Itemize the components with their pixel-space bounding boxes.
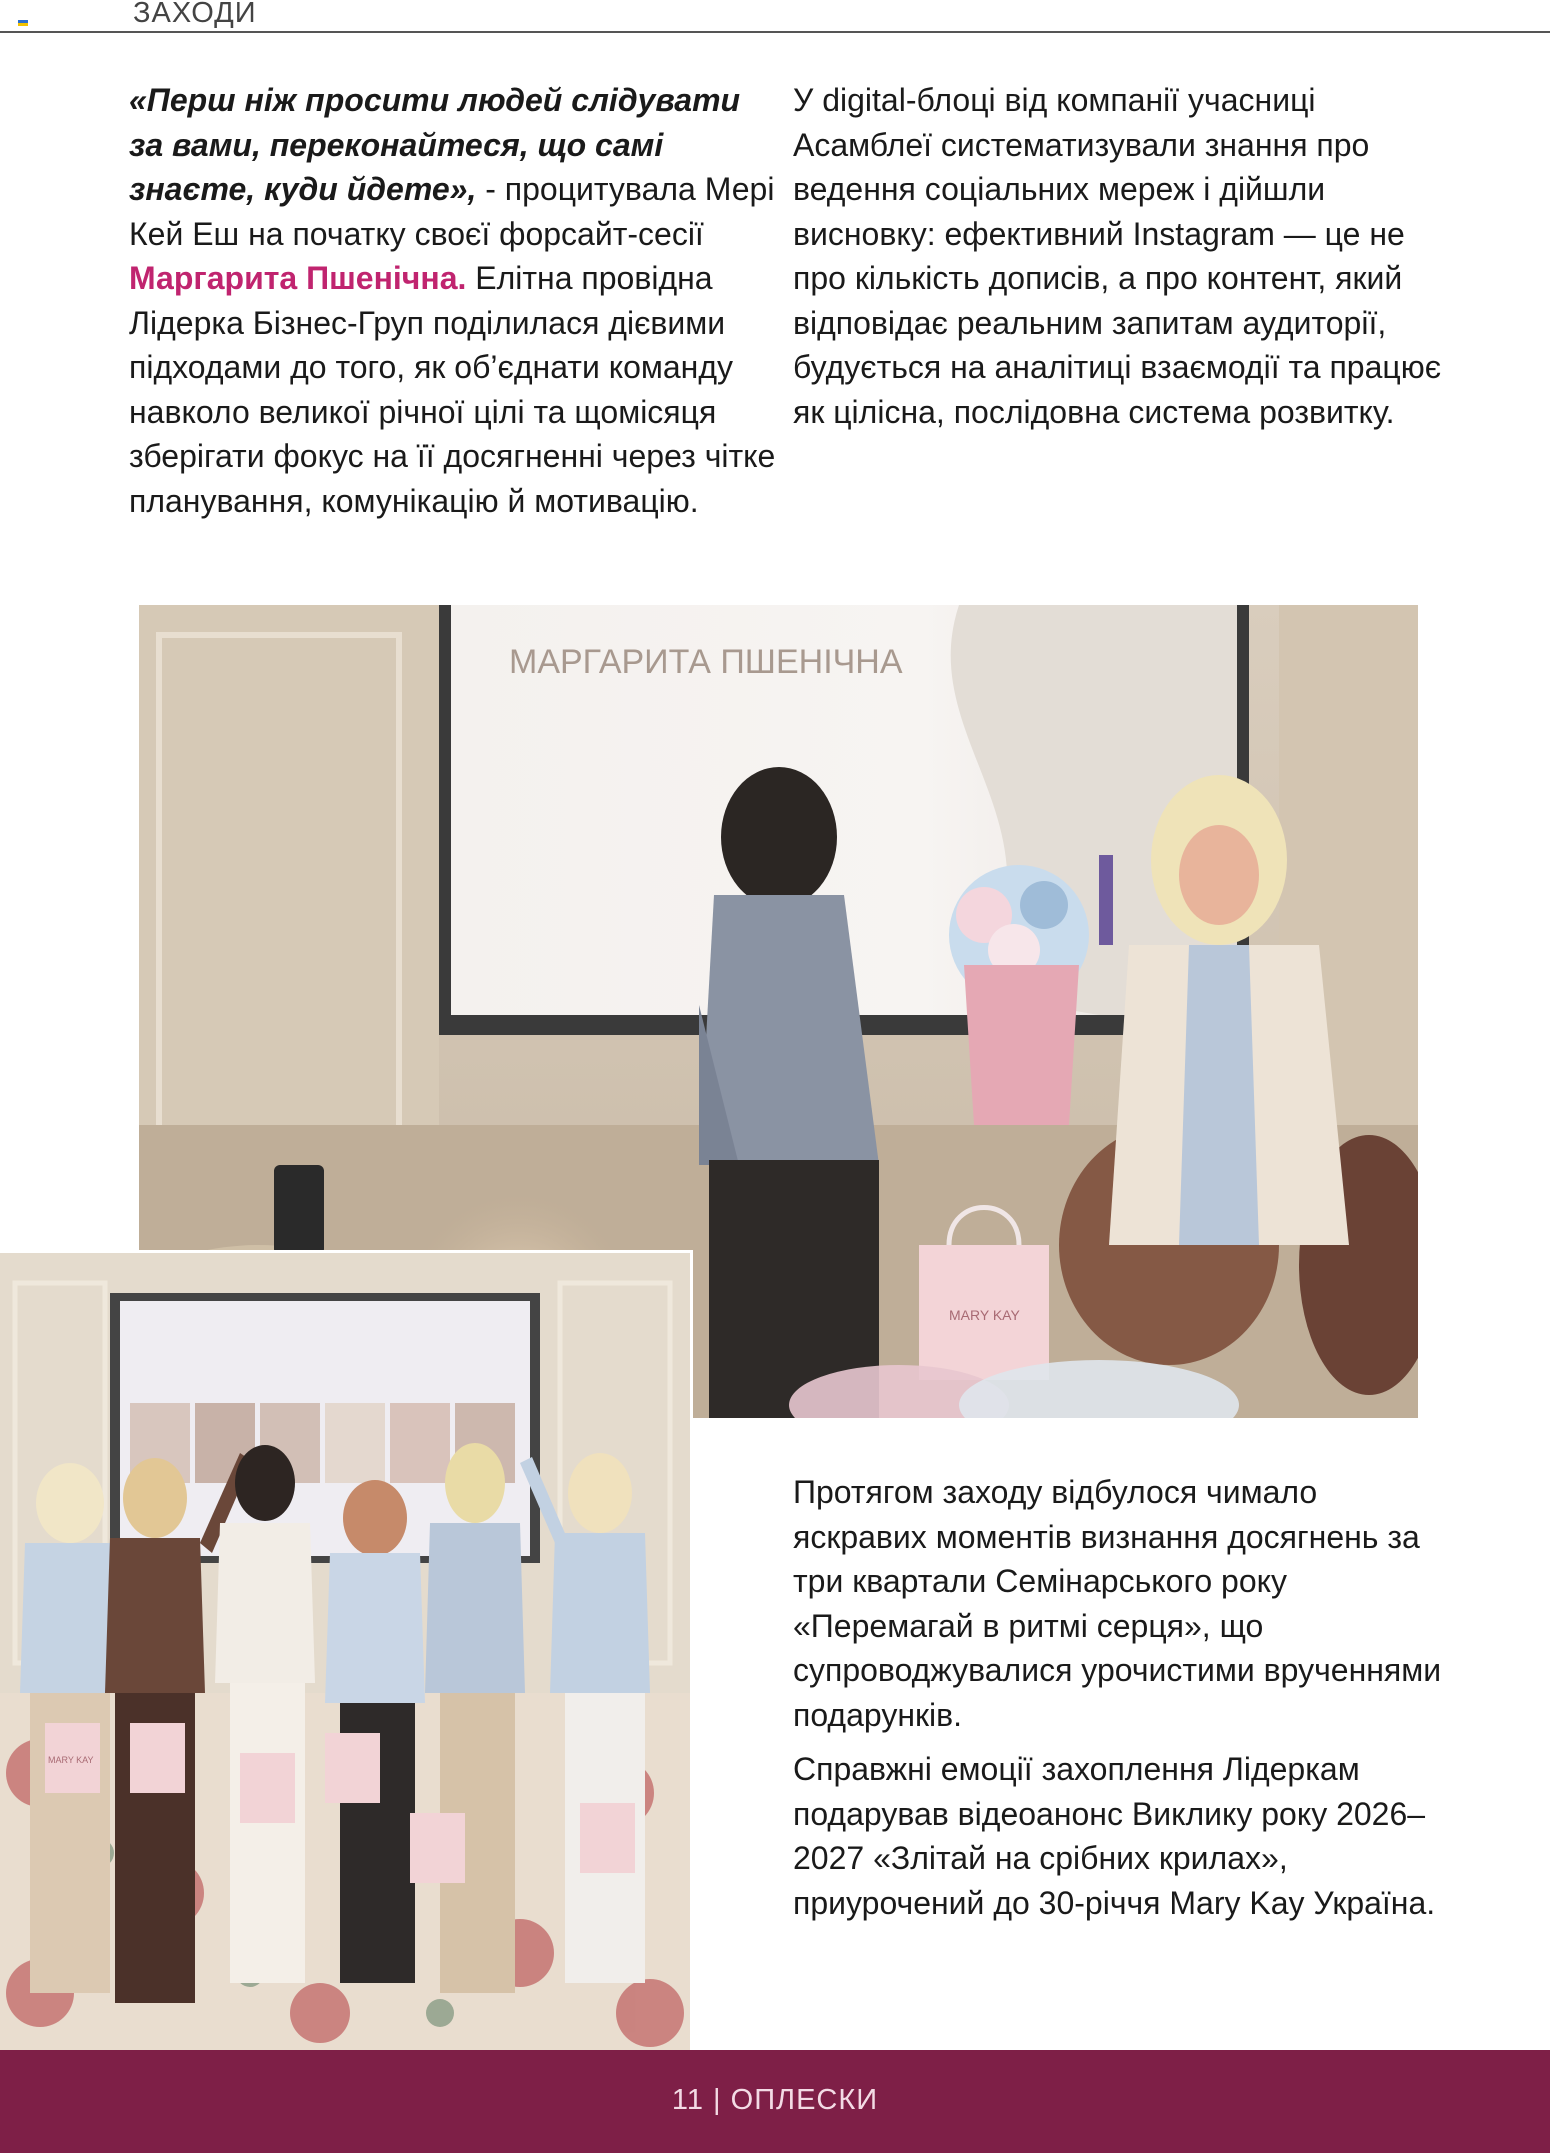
right-article-column-top: [793, 78, 1443, 444]
page-footer: [0, 2050, 1550, 2153]
bag-logo-group: MARY KAY: [48, 1755, 94, 1765]
speaker-name: Маргарита Пшенічна.: [129, 260, 467, 296]
screen-title: МАРГАРИТА ПШЕНІЧНА: [509, 643, 903, 681]
quote-attribution: - процитувала Мері Кей Еш на початку своєї форсайт-сесії: [129, 171, 775, 252]
left-article-column: [129, 78, 779, 533]
challenge-announcement-paragraph: Справжні емоції захоплення Лідеркам подарував відеоанонс Виклику року 2026–2027 «Злітай на срібних крилах», приурочений до 30-річчя Mary Kay Україна.: [793, 1751, 1436, 1921]
ukraine-flag-icon: [18, 20, 28, 26]
section-title: ЗАХОДИ: [133, 0, 257, 29]
page-number-label: 11 | ОПЛЕСКИ: [671, 2084, 879, 2116]
digital-block-paragraph: У digital-блоці від компанії учасниці Асамблеї систематизували знання про ведення соціальних мереж і дійшли висновку: ефективний Instagram — це не про кількість дописів, а про контент, який відповідає реальним запитам аудиторії, будується на аналітиці взаємодії та працює як цілісна, послідовна система розвитку.: [793, 82, 1442, 430]
bag-logo-main: MARY KAY: [949, 1307, 1020, 1323]
header-divider: [0, 31, 1550, 33]
page-header: [0, 0, 1550, 34]
team-group-photo: [0, 1250, 693, 2053]
left-paragraph: [129, 78, 779, 523]
speaker-description: Елітна провідна Лідерка Бізнес-Груп поділилася дієвими підходами до того, як об’єднати команду навколо великої річної цілі та щомісяця зберігати фокус на її досягненні через чітке планування, комунікацію й мотивацію.: [129, 260, 776, 519]
recognition-paragraph: Протягом заходу відбулося чимало яскравих моментів визнання досягнень за три квартали Семінарського року «Перемагай в ритмі серця», що супроводжувалися урочистими врученнями подарунків.: [793, 1474, 1442, 1733]
right-article-column-bottom: [793, 1470, 1453, 1935]
opening-quote: «Перш ніж просити людей слідувати за вами, переконайтеся, що самі знаєте, куди йдете»,: [129, 82, 741, 207]
